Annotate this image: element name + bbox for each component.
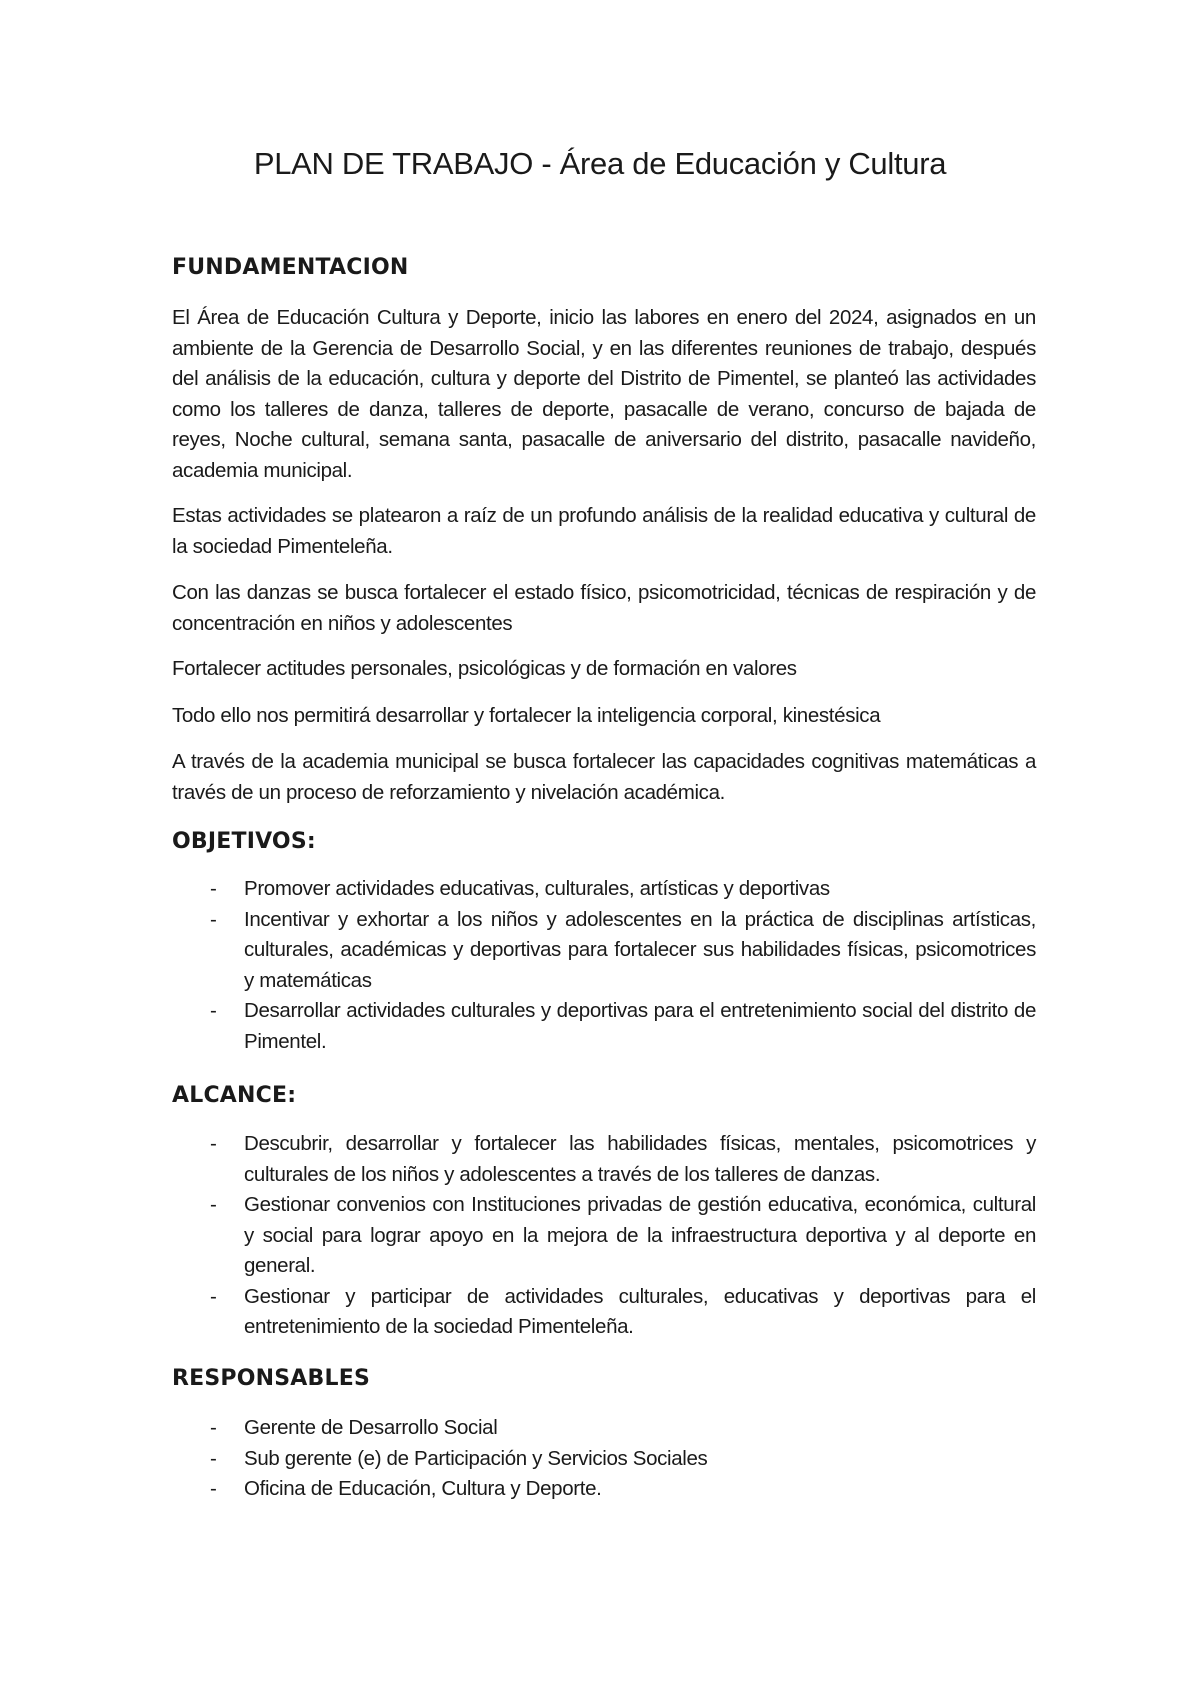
fundamentacion-paragraph-3: Con las danzas se busca fortalecer el estado físico, psicomotricidad, técnicas de respiración y de concentración en niños y adolescentes bbox=[172, 581, 1036, 635]
section-heading-alcance: ALCANCE: bbox=[172, 1083, 297, 1108]
fundamentacion-paragraph-4: Fortalecer actitudes personales, psicológicas y de formación en valores bbox=[172, 657, 797, 680]
list-item bbox=[172, 1413, 1036, 1444]
list-item-text: Gestionar y participar de actividades culturales, educativas y deportivas para el entretenimiento de la sociedad Pimenteleña. bbox=[244, 1284, 1036, 1338]
fundamentacion-paragraph-6: A través de la academia municipal se busca fortalecer las capacidades cognitivas matemáticas a través de un proceso de reforzamiento y nivelación académica. bbox=[172, 750, 1036, 804]
fundamentacion-paragraph-1: El Área de Educación Cultura y Deporte, inicio las labores en enero del 2024, asignados en un ambiente de la Gerencia de Desarrollo Social, y en las diferentes reuniones de trabajo, después del análisis de la educación, cultura y deporte del Distrito de Pimentel, se planteó las actividades como los talleres de danza, talleres de deporte, pasacalle de verano, concurso de bajada de reyes, Noche cultural, semana santa, pasacalle de aniversario del distrito, pasacalle navideño, academia municipal. bbox=[172, 306, 1036, 482]
list-item bbox=[172, 1474, 1036, 1505]
dash-bullet: - bbox=[210, 999, 217, 1022]
list-item-text: Incentivar y exhortar a los niños y adolescentes en la práctica de disciplinas artísticas, culturales, académicas y deportivas para fortalecer sus habilidades físicas, psicomotrices y matemáticas bbox=[244, 907, 1036, 992]
list-item-text: Gerente de Desarrollo Social bbox=[244, 1416, 498, 1439]
responsables-list bbox=[172, 1413, 1036, 1505]
dash-bullet: - bbox=[210, 1416, 217, 1439]
list-item-text: Oficina de Educación, Cultura y Deporte. bbox=[244, 1477, 602, 1500]
dash-bullet: - bbox=[210, 1193, 217, 1216]
list-item-text: Promover actividades educativas, culturales, artísticas y deportivas bbox=[244, 877, 830, 900]
list-item-text: Sub gerente (e) de Participación y Servicios Sociales bbox=[244, 1446, 708, 1470]
document-title: PLAN DE TRABAJO - Área de Educación y Cultura bbox=[253, 146, 947, 181]
section-heading-objetivos: OBJETIVOS: bbox=[172, 829, 316, 854]
dash-bullet: - bbox=[210, 1284, 217, 1308]
list-item bbox=[172, 905, 1036, 997]
list-item-text: Gestionar convenios con Instituciones privadas de gestión educativa, económica, cultural y social para lograr apoyo en la mejora de la infraestructura deportiva y al deporte en general. bbox=[244, 1193, 1036, 1277]
alcance-list bbox=[172, 1129, 1036, 1343]
list-item bbox=[172, 1129, 1036, 1190]
list-item-text: Descubrir, desarrollar y fortalecer las habilidades físicas, mentales, psicomotrices y culturales de los niños y adolescentes a través de los talleres de danzas. bbox=[244, 1132, 1036, 1186]
list-item bbox=[172, 1444, 1036, 1475]
section-heading-responsables: RESPONSABLES bbox=[172, 1366, 370, 1391]
dash-bullet: - bbox=[210, 1132, 217, 1155]
list-item bbox=[172, 996, 1036, 1057]
section-heading-fundamentacion: FUNDAMENTACION bbox=[172, 255, 409, 280]
objetivos-list bbox=[172, 874, 1036, 1057]
list-item-text: Desarrollar actividades culturales y deportivas para el entretenimiento social del distrito de Pimentel. bbox=[244, 999, 1036, 1053]
list-item bbox=[172, 1282, 1036, 1343]
list-item bbox=[172, 874, 1036, 905]
dash-bullet: - bbox=[210, 1446, 217, 1470]
dash-bullet: - bbox=[210, 1477, 217, 1500]
dash-bullet: - bbox=[210, 877, 217, 900]
fundamentacion-paragraph-2: Estas actividades se platearon a raíz de un profundo análisis de la realidad educativa y cultural de la sociedad Pimenteleña. bbox=[172, 504, 1036, 558]
fundamentacion-paragraph-5: Todo ello nos permitirá desarrollar y fortalecer la inteligencia corporal, kinestésica bbox=[172, 704, 881, 727]
list-item bbox=[172, 1190, 1036, 1282]
dash-bullet: - bbox=[210, 907, 217, 931]
